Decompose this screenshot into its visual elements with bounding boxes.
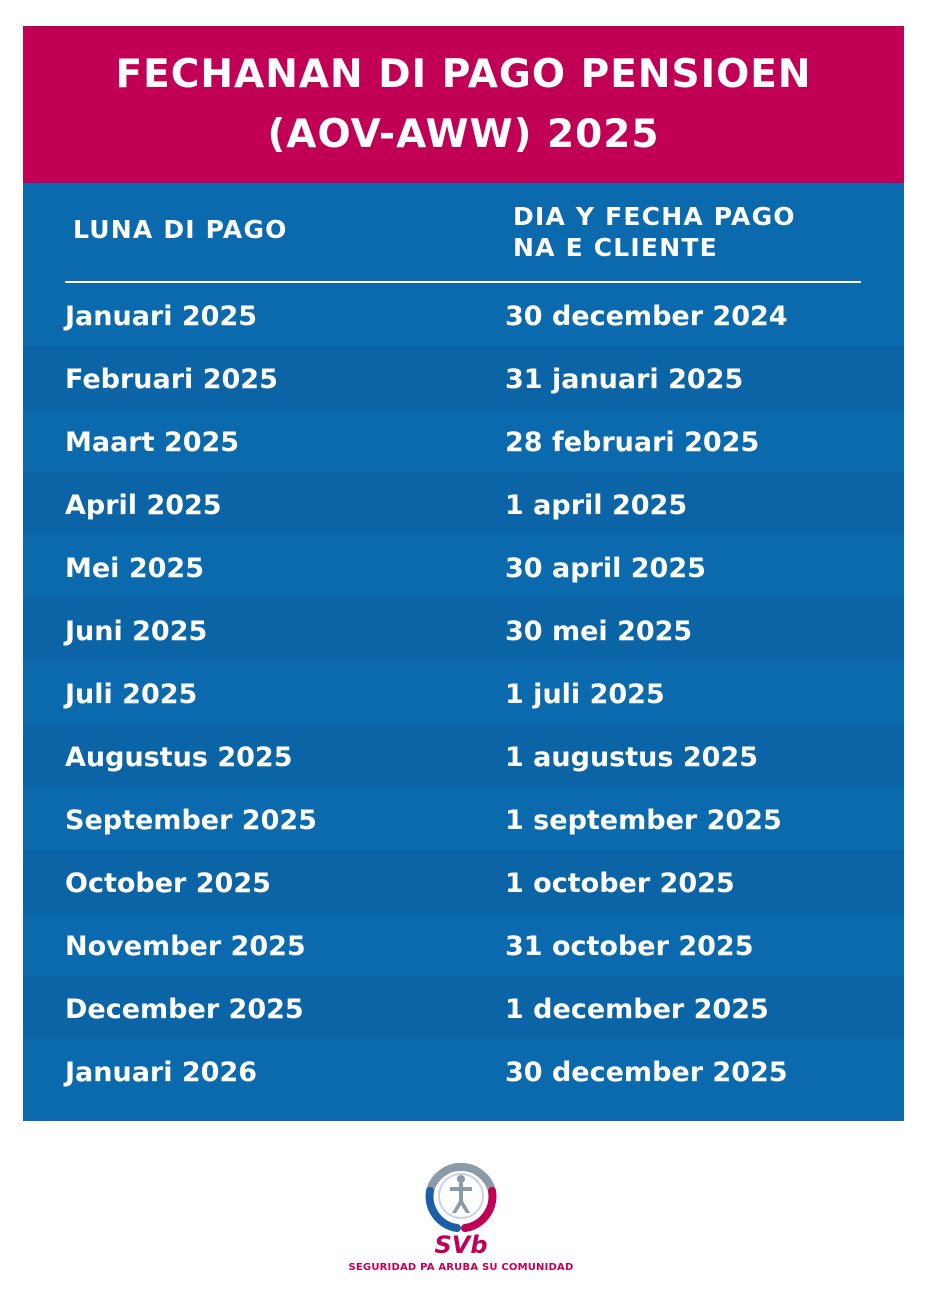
page-title-line-1: FECHANAN DI PAGO PENSIOEN xyxy=(115,51,812,97)
column-header-date xyxy=(513,201,796,263)
column-header-month: LUNA DI PAGO xyxy=(73,215,288,244)
table-row xyxy=(23,913,904,976)
month-cell: Juni 2025 xyxy=(65,616,208,647)
date-cell: 30 mei 2025 xyxy=(505,616,693,647)
date-cell: 1 october 2025 xyxy=(505,868,735,899)
month-cell: April 2025 xyxy=(65,490,222,521)
table-row xyxy=(23,661,904,724)
table-row xyxy=(23,724,904,787)
table-row xyxy=(23,346,904,409)
table-row xyxy=(23,1039,904,1102)
column-header-date-line-2: NA E CLIENTE xyxy=(513,233,718,262)
table-row xyxy=(23,787,904,850)
date-cell: 31 october 2025 xyxy=(505,931,754,962)
column-header-date-line-1: DIA Y FECHA PAGO xyxy=(513,202,796,231)
table-row xyxy=(23,598,904,661)
table-body xyxy=(23,283,904,1102)
date-cell: 1 december 2025 xyxy=(505,994,769,1025)
date-cell: 1 april 2025 xyxy=(505,490,688,521)
month-cell: October 2025 xyxy=(65,868,271,899)
date-cell: 1 september 2025 xyxy=(505,805,782,836)
month-cell: Augustus 2025 xyxy=(65,742,293,773)
table-row xyxy=(23,283,904,346)
payment-dates-card xyxy=(23,26,904,1121)
month-cell: Januari 2026 xyxy=(65,1057,258,1088)
month-cell: Januari 2025 xyxy=(65,301,258,332)
month-cell: September 2025 xyxy=(65,805,317,836)
table-row xyxy=(23,409,904,472)
date-cell: 30 april 2025 xyxy=(505,553,706,584)
date-cell: 1 augustus 2025 xyxy=(505,742,758,773)
table-header xyxy=(23,183,904,283)
month-cell: Mei 2025 xyxy=(65,553,204,584)
date-cell: 28 februari 2025 xyxy=(505,427,760,458)
date-cell: 31 januari 2025 xyxy=(505,364,744,395)
table-row xyxy=(23,850,904,913)
month-cell: Februari 2025 xyxy=(65,364,278,395)
svb-logo-icon xyxy=(420,1155,502,1237)
table-row xyxy=(23,535,904,598)
logo-wordmark: SVb xyxy=(434,1231,488,1259)
page-title-line-2: (AOV-AWW) 2025 xyxy=(267,111,660,157)
month-cell: December 2025 xyxy=(65,994,304,1025)
month-cell: Maart 2025 xyxy=(65,427,240,458)
month-cell: November 2025 xyxy=(65,931,306,962)
logo-tagline: SEGURIDAD PA ARUBA SU COMUNIDAD xyxy=(348,1262,574,1273)
title-band xyxy=(23,26,904,183)
date-cell: 1 juli 2025 xyxy=(505,679,665,710)
table-row xyxy=(23,976,904,1039)
month-cell: Juli 2025 xyxy=(65,679,198,710)
date-cell: 30 december 2024 xyxy=(505,301,788,332)
table-row xyxy=(23,472,904,535)
date-cell: 30 december 2025 xyxy=(505,1057,788,1088)
